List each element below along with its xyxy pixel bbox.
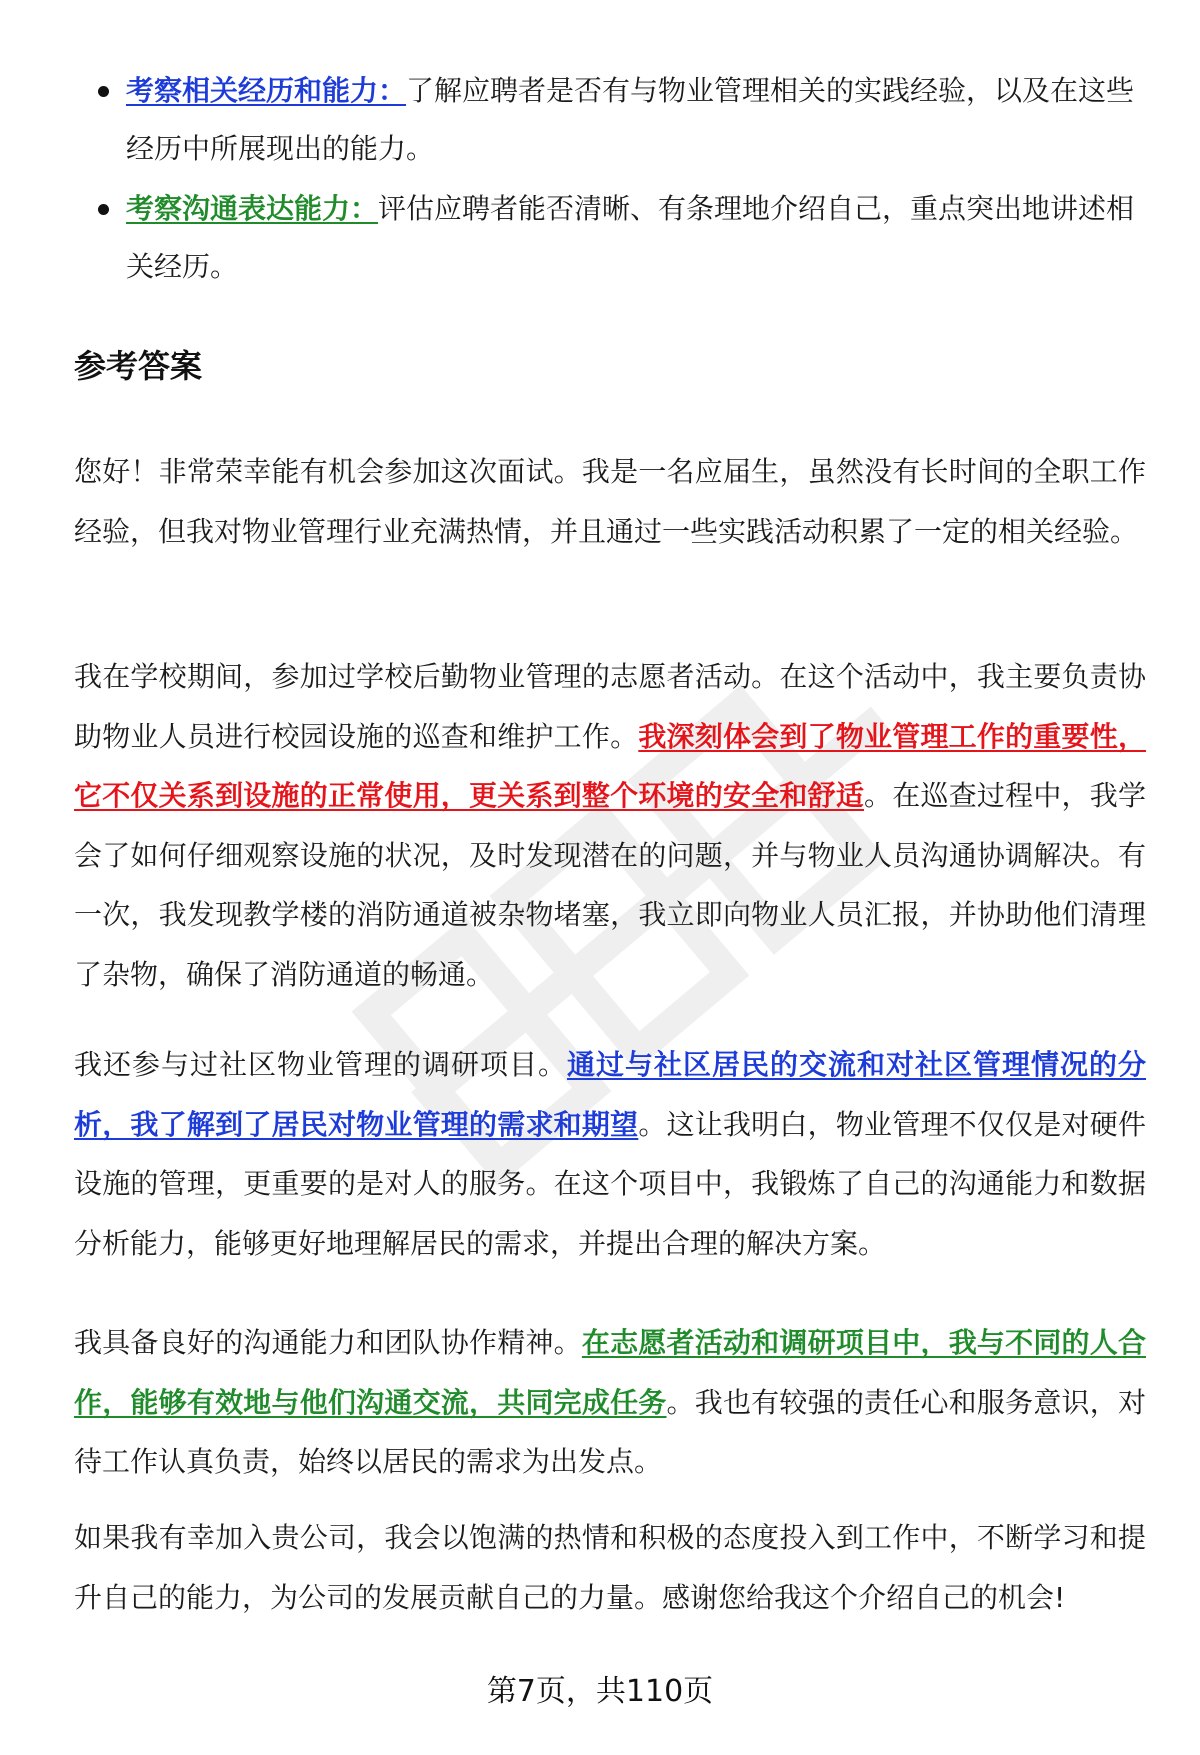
answer-paragraph-volunteer: [74, 647, 1146, 1004]
highlight-text: 通过与社区居民的交流和对社区管理情况的分析，我了解到了居民对物业管理的需求和期望: [74, 1048, 1146, 1141]
paragraph-text: 。这让我明白，物业管理不仅仅是对硬件设施的管理，更重要的是对人的服务。在这个项目中，我锻炼了自己的沟通能力和数据分析能力，能够更好地理解居民的需求，并提出合理的解决方案。: [74, 1107, 1146, 1260]
paragraph-text: 我具备良好的沟通能力和团队协作精神。: [74, 1326, 582, 1359]
paragraph-text: 我还参与过社区物业管理的调研项目。: [74, 1048, 567, 1081]
criteria-label: 考察沟通表达能力：: [126, 192, 379, 225]
answer-paragraph-closing: 如果我有幸加入贵公司，我会以饱满的热情和积极的态度投入到工作中，不断学习和提升自己的能力，为公司的发展贡献自己的力量。感谢您给我这个介绍自己的机会!: [74, 1521, 1146, 1614]
criteria-text: 了解应聘者是否有与物业管理相关的实践经验，以及在这些经历中所展现出的能力。: [126, 74, 1135, 165]
bullet-dot: [98, 86, 109, 97]
paragraph-text: 。我也有较强的责任心和服务意识，对待工作认真负责，始终以居民的需求为出发点。: [74, 1385, 1146, 1478]
criteria-text: 评估应聘者能否清晰、有条理地介绍自己，重点突出地讲述相关经历。: [126, 192, 1135, 283]
paragraph-text: 。在巡查过程中，我学会了如何仔细观察设施的状况，及时发现潜在的问题，并与物业人员沟通协调解决。有一次，我发现教学楼的消防通道被杂物堵塞，我立即向物业人员汇报，并协助他们清理了杂物，确保了消防通道的畅通。: [74, 779, 1146, 991]
highlight-text: 我深刻体会到了物业管理工作的重要性，它不仅关系到设施的正常使用，更关系到整个环境的安全和舒适: [74, 719, 1146, 812]
list-item: [74, 62, 1146, 178]
highlight-text: 在志愿者活动和调研项目中，我与不同的人合作，能够有效地与他们沟通交流，共同完成任务: [74, 1326, 1146, 1419]
list-item: [74, 180, 1146, 296]
paragraph-text: 我在学校期间，参加过学校后勤物业管理的志愿者活动。在这个活动中，我主要负责协助物业人员进行校园设施的巡查和维护工作。: [74, 660, 1146, 753]
bullet-dot: [98, 204, 109, 215]
criteria-list: [74, 62, 1146, 298]
answer-paragraph-intro: 您好！非常荣幸能有机会参加这次面试。我是一名应届生，虽然没有长时间的全职工作经验，但我对物业管理行业充满热情，并且通过一些实践活动积累了一定的相关经验。: [74, 455, 1146, 548]
page-number: 第7页，共110页: [486, 1674, 714, 1709]
section-title: 参考答案: [74, 347, 203, 385]
criteria-label: 考察相关经历和能力：: [126, 74, 407, 107]
answer-paragraph-research: [74, 1035, 1146, 1273]
answer-paragraph-teamwork: [74, 1313, 1146, 1492]
